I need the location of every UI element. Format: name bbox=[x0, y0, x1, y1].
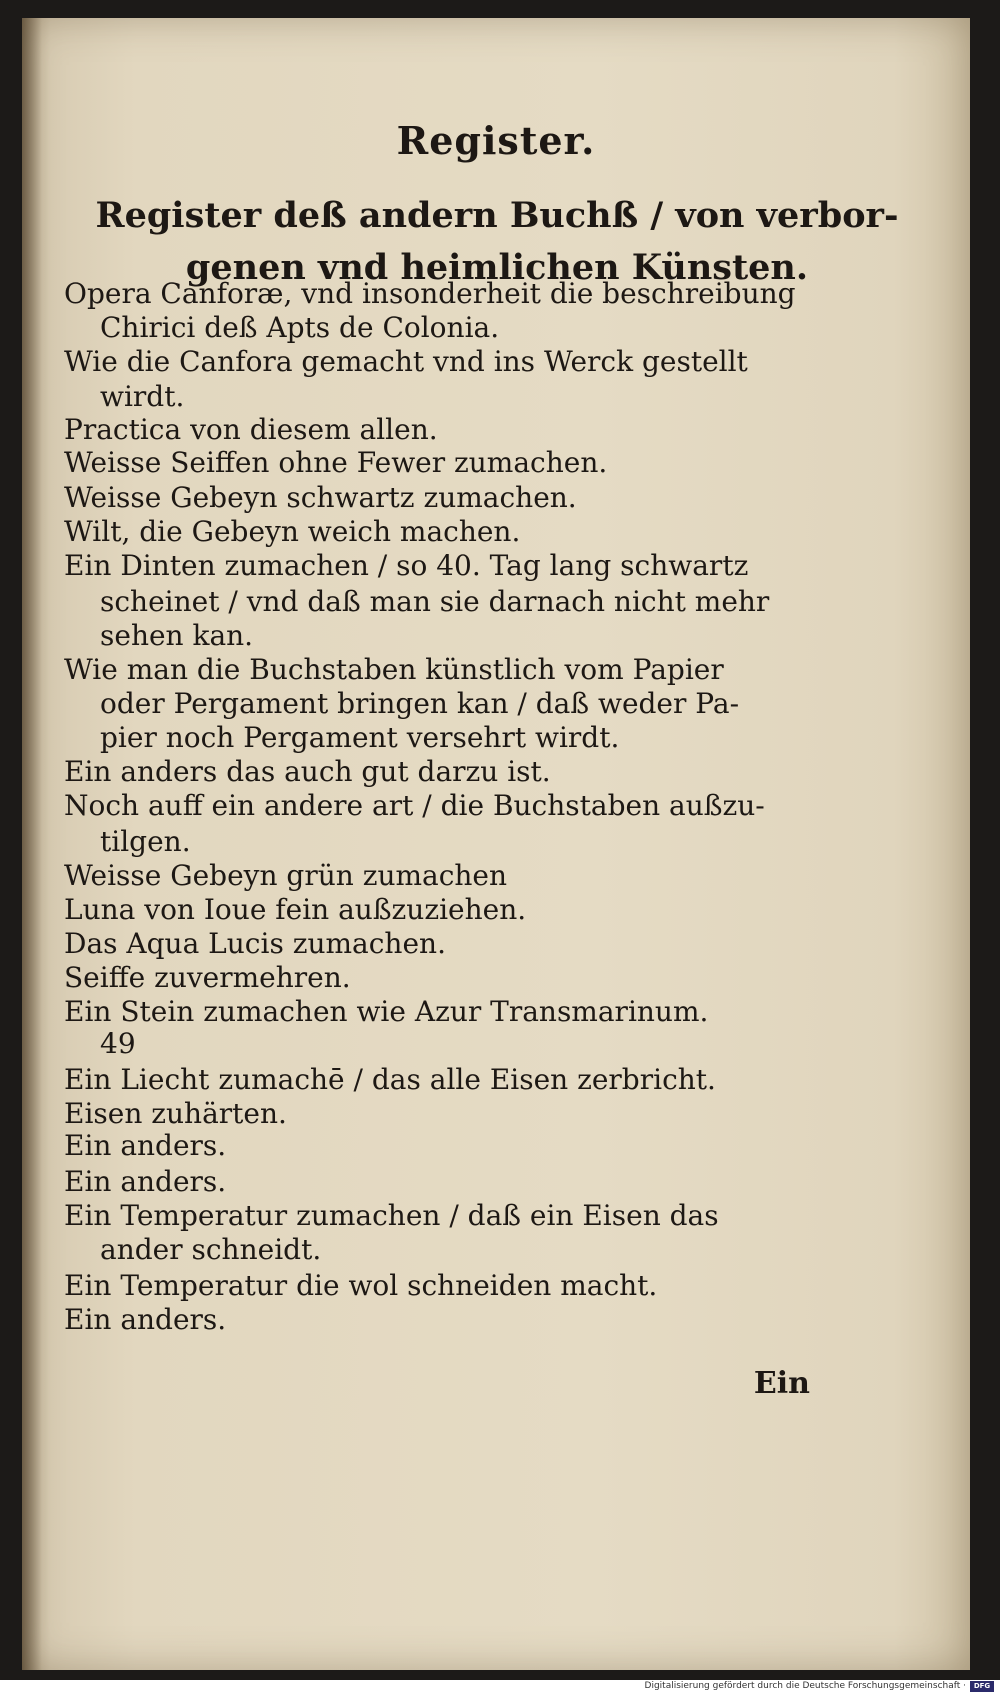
title-line-2: genen vnd heimlichen Künsten. bbox=[185, 247, 809, 288]
register-entry-text: Seiffe zuvermehren. bbox=[64, 961, 351, 994]
footer-credit: Digitalisierung gefördert durch die Deutsche Forschungsgemeinschaft · bbox=[644, 1681, 966, 1691]
digitization-footer bbox=[0, 1680, 1000, 1693]
register-entry-text: tilgen. bbox=[100, 825, 191, 858]
register-entry-text: 49 bbox=[100, 1027, 136, 1060]
title-line-1: Register deß andern Buchß / von verbor- bbox=[95, 195, 899, 236]
register-entry-text: Wie die Canfora gemacht vnd ins Werck gestellt bbox=[64, 345, 748, 378]
register-entry-text: pier noch Pergament versehrt wirdt. bbox=[100, 721, 620, 754]
register-entry-text: Ein Liecht zumachē / das alle Eisen zerbricht. bbox=[64, 1063, 716, 1096]
register-entry-text: Ein anders das auch gut darzu ist. bbox=[64, 755, 551, 788]
register-entry-text: Ein Temperatur zumachen / daß ein Eisen das bbox=[64, 1199, 719, 1232]
register-entry-text: Chirici deß Apts de Colonia. bbox=[100, 311, 500, 344]
catchword: Ein bbox=[753, 1366, 810, 1401]
running-head: Register. bbox=[396, 118, 596, 163]
register-entry-text: oder Pergament bringen kan / daß weder Pa- bbox=[100, 687, 740, 720]
register-entry-text: Luna von Ioue fein außzuziehen. bbox=[64, 893, 527, 926]
register-entry-text: Weisse Gebeyn schwartz zumachen. bbox=[64, 481, 577, 514]
dfg-logo: DFG bbox=[970, 1681, 994, 1692]
register-entry-text: Das Aqua Lucis zumachen. bbox=[64, 927, 446, 960]
book-page bbox=[22, 18, 970, 1670]
register-entry-text: Ein anders. bbox=[64, 1165, 227, 1198]
register-entry-text: Ein anders. bbox=[64, 1129, 227, 1162]
register-entry-text: Ein Dinten zumachen / so 40. Tag lang schwartz bbox=[64, 549, 749, 582]
page-text bbox=[22, 18, 970, 1670]
register-entry-text: Practica von diesem allen. bbox=[64, 413, 438, 446]
register-entry-text: Weisse Gebeyn grün zumachen bbox=[64, 859, 508, 892]
register-entry-text: Ein Stein zumachen wie Azur Transmarinum. bbox=[64, 995, 709, 1028]
register-entry-text: wirdt. bbox=[100, 380, 185, 413]
register-entry-text: Wie man die Buchstaben künstlich vom Papier bbox=[64, 653, 724, 686]
register-entry-text: scheinet / vnd daß man sie darnach nicht mehr bbox=[100, 585, 770, 618]
register-entry-text: Opera Canforæ, vnd insonderheit die beschreibung bbox=[64, 277, 796, 310]
register-entry-text: Weisse Seiffen ohne Fewer zumachen. bbox=[64, 446, 608, 479]
register-entry-text: ander schneidt. bbox=[100, 1233, 322, 1266]
register-entry-text: Ein anders. bbox=[64, 1303, 227, 1336]
register-entry-text: Wilt, die Gebeyn weich machen. bbox=[64, 515, 521, 548]
register-entry-text: Ein Temperatur die wol schneiden macht. bbox=[64, 1269, 658, 1302]
register-entry-text: sehen kan. bbox=[100, 619, 254, 652]
register-entry-text: Noch auff ein andere art / die Buchstaben außzu- bbox=[64, 789, 765, 822]
register-entry-text: Eisen zuhärten. bbox=[64, 1097, 287, 1130]
